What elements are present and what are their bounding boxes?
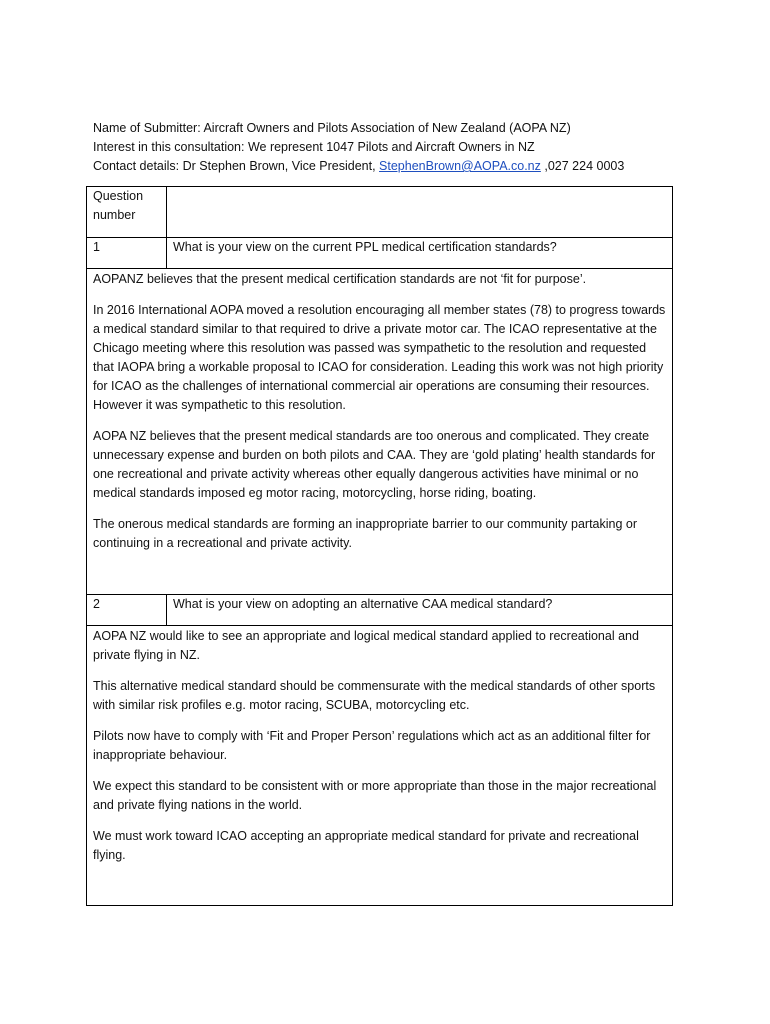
question-text: What is your view on the current PPL medical certification standards? [167, 238, 673, 269]
contact-details [93, 157, 693, 176]
question-row-2 [87, 595, 673, 626]
contact-email-link[interactable]: StephenBrown@AOPA.co.nz [379, 159, 541, 173]
answer-paragraph: We expect this standard to be consistent with or more appropriate than those in the major recreational and private flying nations in the world. [93, 779, 657, 812]
submitter-name: Name of Submitter: Aircraft Owners and Pilots Association of New Zealand (AOPA NZ) [93, 121, 571, 135]
answer-paragraph: AOPANZ believes that the present medical certification standards are not ‘fit for purpose’. [93, 272, 587, 286]
answer-row-2 [87, 626, 673, 906]
contact-prefix: Contact details: Dr Stephen Brown, Vice President, [93, 159, 380, 173]
answer-paragraph: AOPA NZ would like to see an appropriate and logical medical standard applied to recreational and private flying in NZ. [93, 629, 639, 662]
question-number: 1 [87, 238, 167, 269]
question-text: What is your view on adopting an alternative CAA medical standard? [167, 595, 673, 626]
answer-paragraph: The onerous medical standards are forming an inappropriate barrier to our community partaking or continuing in a recreational and private activity. [93, 517, 638, 550]
contact-phone: ,027 224 0003 [540, 159, 625, 173]
answer-paragraph: AOPA NZ believes that the present medical standards are too onerous and complicated. They create unnecessary expense and burden on both pilots and CAA. They are ‘gold plating’ health standards for one recreational and private activity whereas other equally dangerous activities have minimal or no medical standards imposed eg motor racing, motorcycling, horse riding, boating. [93, 429, 656, 500]
submitter-details [93, 119, 693, 176]
answer-paragraph: This alternative medical standard should be commensurate with the medical standards of other sports with similar risk profiles e.g. motor racing, SCUBA, motorcycling etc. [93, 679, 656, 712]
answer-row-1 [87, 269, 673, 595]
question-number: 2 [87, 595, 167, 626]
header-blank-cell [167, 187, 673, 238]
consultation-interest: Interest in this consultation: We represent 1047 Pilots and Aircraft Owners in NZ [93, 140, 535, 154]
question-row-1 [87, 238, 673, 269]
answer-paragraph: Pilots now have to comply with ‘Fit and Proper Person’ regulations which act as an additional filter for inappropriate behaviour. [93, 729, 651, 762]
answer-paragraph: In 2016 International AOPA moved a resolution encouraging all member states (78) to progress towards a medical standard similar to that required to drive a private motor car. The ICAO representative at the Chicago meeting where this resolution was passed was sympathetic to the resolution and requested that IAOPA bring a workable proposal to ICAO for consideration. Leading this work was not high priority for ICAO as the challenges of international commercial air operations are consuming their resources. However it was sympathetic to this resolution. [93, 303, 666, 412]
question-number-header: Question number [87, 187, 167, 238]
table-header-row [87, 187, 673, 238]
answer-cell [87, 269, 673, 595]
submission-table [86, 186, 673, 906]
answer-cell [87, 626, 673, 906]
answer-paragraph: We must work toward ICAO accepting an appropriate medical standard for private and recreational flying. [93, 829, 639, 862]
